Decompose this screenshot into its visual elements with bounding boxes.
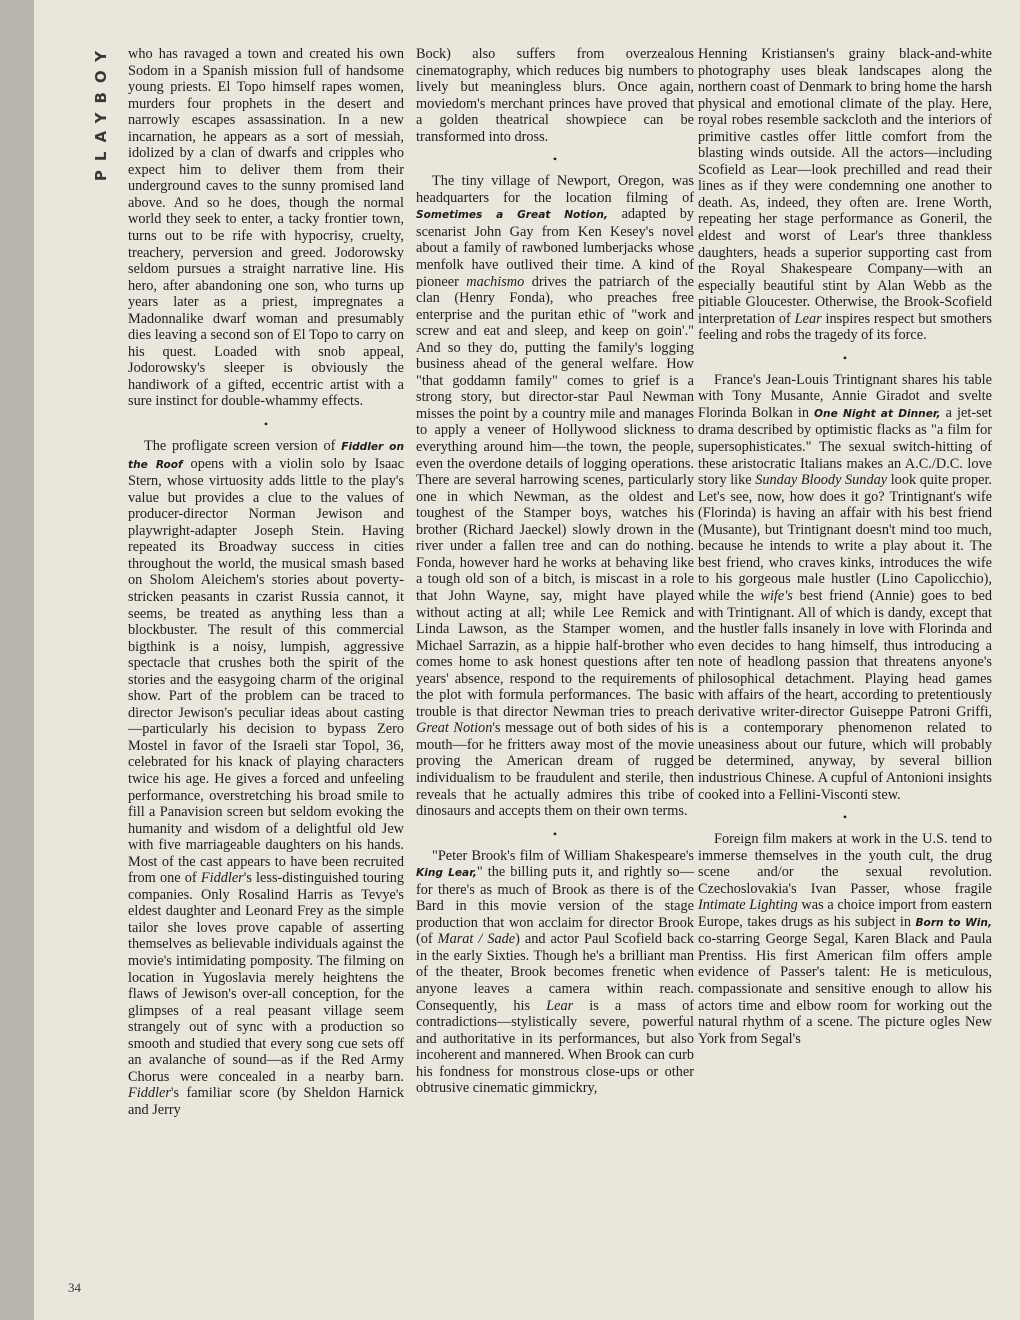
section-separator: • bbox=[552, 826, 558, 841]
section-separator: • bbox=[263, 417, 269, 432]
film-title: Sometimes a Great Notion, bbox=[416, 209, 608, 222]
king-lear-review bbox=[416, 848, 694, 1097]
italic-title: Marat / Sade bbox=[437, 931, 516, 948]
paragraph-text: 's message out of both sides of his mouth—for he fritters away most of the movie proving the American dream of rugged individualism to be fraudulent and sterile, then reveals that he actually admires this tribe of dinosaurs and accepts them on their own terms. bbox=[416, 720, 694, 820]
italic-word: wife's bbox=[760, 587, 793, 604]
one-night-at-dinner-review bbox=[698, 372, 992, 803]
italic-title: Great Notion bbox=[416, 720, 493, 737]
paragraph-text: is a mass of contradictions—stylistically severe, powerful and authoritative in its performances, but also incoherent and mannered. When Brook can curb his fondness for monstrous close-ups or other obtrusive cinematic gimmickry, bbox=[416, 997, 694, 1097]
paragraph-text: who has ravaged a town and created his own Sodom in a Spanish mission full of handsome young priests. El Topo himself rapes women, murders four prophets in the desert and narrowly escapes assassination. In a new incarnation, he appears as a sort of messiah, idolized by a clan of dwarfs and cripples who expect him to deliver them from their underground caves to the sunny promised land above. And so he does, though the normal world they seek to enter, a tacky frontier town, turns out to be rife with hypocrisy, cruelty, treachery, perversion and greed. Jodorowsky seldom pursues a straight narrative line. His hero, after abandoning one son, who turns up years later as a priest, impregnates a Madonnalike dwarf woman and presumably dies leaving a second son of El Topo to carry on his quest. Loaded with snob appeal, Jodorowsky's sleeper is obviously the handiwork of a gifted, eccentric artist with a sure instinct for double-whammy effects. bbox=[128, 46, 404, 410]
paragraph-text: ) and actor Paul Scofield back in the early Sixties. Though he's a brilliant man of the theater, Brook becomes frenetic when anyone leaves a camera within reach. Consequently, his bbox=[416, 931, 694, 1014]
italic-title: Intimate Lighting bbox=[698, 897, 798, 914]
paragraph-text: look quite proper. Let's see, now, how does it go? Trintignant's wife (Florinda) is having an affair with his best friend (Musante), but Trintignant doesn't mind too much, because he intends to write a play about it. The best friend, who craves kinks, introduces the wife to his gorgeous male hustler (Lino Capolicchio), while the bbox=[698, 472, 993, 604]
paragraph-text: Bock) also suffers from overzealous cinematography, which reduces big numbers to lively but meaningless blurs. Once again, moviedom's merchant princes have proved that a golden theatrical showpiece can be transformed into dross. bbox=[416, 46, 694, 145]
paragraph-text: "Peter Brook's film of William Shakespeare's bbox=[432, 847, 694, 864]
masthead: PLAYBOY bbox=[92, 42, 110, 182]
paragraph-text: opens with a violin solo by Isaac Stern, whose virtuosity adds little to the play's value but provides a clue to the values of producer-director Norman Jewison and playwright-adapter Joseph Stein. Having repeated its Broadway success in cities throughout the world, the musical smash based on Sholom Aleichem's stories about poverty-stricken peasants in czarist Russia cannot, it seems, be treated as anything less than a blockbuster. The result of this commercial bigthink is a noisy, lumpish, aggressive spectacle that crushes both the spirit of the stories and the easygoing charm of the original show. Part of the problem can be traced to director Jewison's peculiar ideas about casting—particularly his decision to bypass Zero Mostel in favor of the Israeli star Topol, 36, celebrated for his knack of playing characters twice his age. He gives a forced and unfeeling performance, overstretching his broad smile to fill a Panavision screen but seldom evoking the humanity and wisdom of a delightful old Jew with five marriageable daughters on his hands. Most of the cast appears to have been recruited from one of bbox=[128, 455, 404, 887]
section-separator: • bbox=[842, 350, 848, 365]
paragraph-text: was a choice import from eastern Europe, takes drugs as his subject in bbox=[698, 897, 992, 930]
paragraph-text: co-starring George Segal, Karen Black and Paula Prentiss. His first American film offers ample evidence of Passer's talent: He is meticulous, compassionate and sensitive enough to allow his actors time and elbow room for working out the natural rhythm of a scene. The picture ogles New York from Segal's bbox=[698, 931, 992, 1047]
italic-title: Sunday Bloody Sunday bbox=[755, 472, 888, 489]
paragraph-text: " the billing puts it, and rightly so—for there's as much of Brook as there is of the Bard in this movie version of the stage production that won acclaim for director Brook (of bbox=[416, 864, 694, 948]
film-title: One Night at Dinner, bbox=[814, 407, 941, 420]
italic-title: Lear bbox=[546, 997, 574, 1014]
king-lear-review-end bbox=[698, 46, 992, 344]
paragraph-text: France's Jean-Louis Trintignant shares his table with Tony Musante, Annie Giradot and svelte Florinda Bolkan in bbox=[698, 371, 992, 421]
paragraph-text: inspires respect but smothers feeling and robs the tragedy of its force. bbox=[698, 310, 992, 344]
paragraph-text: adapted by scenarist John Gay from Ken Kesey's novel about a family of rawboned lumberjacks whose menfolk have outlived their time. A kind of pioneer bbox=[416, 206, 694, 290]
paragraph-text: The tiny village of Newport, Oregon, was headquarters for the location filming of bbox=[416, 173, 694, 206]
fiddler-review-end bbox=[416, 46, 694, 145]
paragraph-text: Foreign film makers at work in the U.S. tend to immerse themselves in the youth cult, the drug scene and/or the sexual revolution. Czechoslovakia's Ivan Passer, whose fragile bbox=[698, 831, 992, 897]
italic-title: Fiddler bbox=[128, 1085, 171, 1102]
paragraph-text: drives the patriarch of the clan (Henry Fonda), who preaches free enterprise and the puritan ethic of "work and screw and eat and sleep, and keep on goin'." And so they do, putting the family's logging business ahead of the general welfare. How "that goddamn family" comes to grief is a strong story, but director-star Paul Newman misses the point by a country mile and manages to apply a veneer of Hollywood slickness to everything around him—the town, the people, even the overdone details of logging operations. There are several harrowing scenes, particularly one in which Newman, as the oldest and toughest of the Stamper boys, watches his brother (Richard Jaeckel) slowly drown in the river under a fallen tree and can do nothing. Fonda, however hard he works at behaving like a tough old son of a bitch, is miscast in a role that John Wayne, say, might have played without acting at all; while Lee Remick and Linda Lawson, as the Stamper women, and Michael Sarrazin, as a hippie half-brother who comes home to ask honest questions after ten years' absence, respond to the requirements of the plot with formula performances. The basic trouble is that director Newman tries to preach bbox=[416, 273, 694, 720]
fiddler-review bbox=[128, 438, 404, 1118]
born-to-win-review bbox=[698, 831, 992, 1047]
page-number: 34 bbox=[68, 1280, 81, 1295]
column-3 bbox=[698, 46, 992, 1047]
column-1 bbox=[128, 46, 404, 1118]
italic-title: Lear bbox=[794, 310, 822, 327]
paragraph-text: 's familiar score (by Sheldon Harnick and Jerry bbox=[128, 1085, 404, 1118]
italic-word: machismo bbox=[466, 273, 525, 290]
section-separator: • bbox=[552, 152, 558, 167]
film-title: King Lear, bbox=[416, 867, 477, 880]
el-topo-review-end bbox=[128, 46, 404, 410]
film-title: Fiddler on the Roof bbox=[128, 441, 404, 471]
column-2 bbox=[416, 46, 694, 1097]
magazine-page bbox=[34, 0, 1020, 1320]
paragraph-text: The profligate screen version of bbox=[144, 438, 342, 455]
section-separator: • bbox=[842, 810, 848, 825]
film-title: Born to Win, bbox=[915, 916, 992, 929]
paragraph-text: a jet-set drama described by optimistic flacks as "a film for supersophisticates." The sexual switch-hitting of these aristocratic Italians makes an A.C./D.C. love story like bbox=[698, 404, 992, 489]
italic-title: Fiddler bbox=[200, 870, 244, 887]
paragraph-text: Henning Kristiansen's grainy black-and-white photography uses bleak landscapes along the northern coast of Denmark to bring home the harsh physical and emotional climate of the play. Here, royal robes resemble sackcloth and the interiors of primitive castles offer little comfort from the blasting winds outside. All the actors—including Scofield as Lear—look prechilled and read their lines as if they were condemning one another to death. As, indeed, they often are. Irene Worth, repeating her stage performance as Goneril, the eldest and worst of Lear's three thankless daughters, heads a superior supporting cast from the Royal Shakespeare Company—with an especially beautiful stint by Alan Webb as the pitiable Gloucester. Otherwise, the Brook-Scofield interpretation of bbox=[698, 46, 992, 327]
paragraph-text: best friend (Annie) goes to bed with Trintignant. All of which is dandy, except that the hustler falls insanely in love with Florinda and even decides to hang himself, thus introducing a note of headlong passion that threatens anyone's philosophical detachment. Playing head games with affairs of the heart, according to pretentiously derivative writer-director Guiseppe Patroni Griffi, is a contemporary phenomenon related to uneasiness about our future, which will probably be determined, anyway, by several billion industrious Chinese. A cupful of Antonioni insights cooked into a Fellini-Visconti stew. bbox=[698, 587, 992, 803]
great-notion-review bbox=[416, 173, 694, 819]
paragraph-text: 's less-distinguished touring companies. Only Rosalind Harris as Tevye's eldest daughter and Leonard Frey as the simple tailor she loves prove capable of asserting themselves as believable individuals against the movie's intimidating pomposity. The filming on location in Yugoslavia merely heightens the flaws of Jewison's over-all conception, for the glimpses of a real peasant village seem strangely out of sync with a production so smooth and studied that every song cue sets off an avalanche of sound—as if the Red Army Chorus were concealed in a nearby barn. bbox=[128, 870, 404, 1085]
